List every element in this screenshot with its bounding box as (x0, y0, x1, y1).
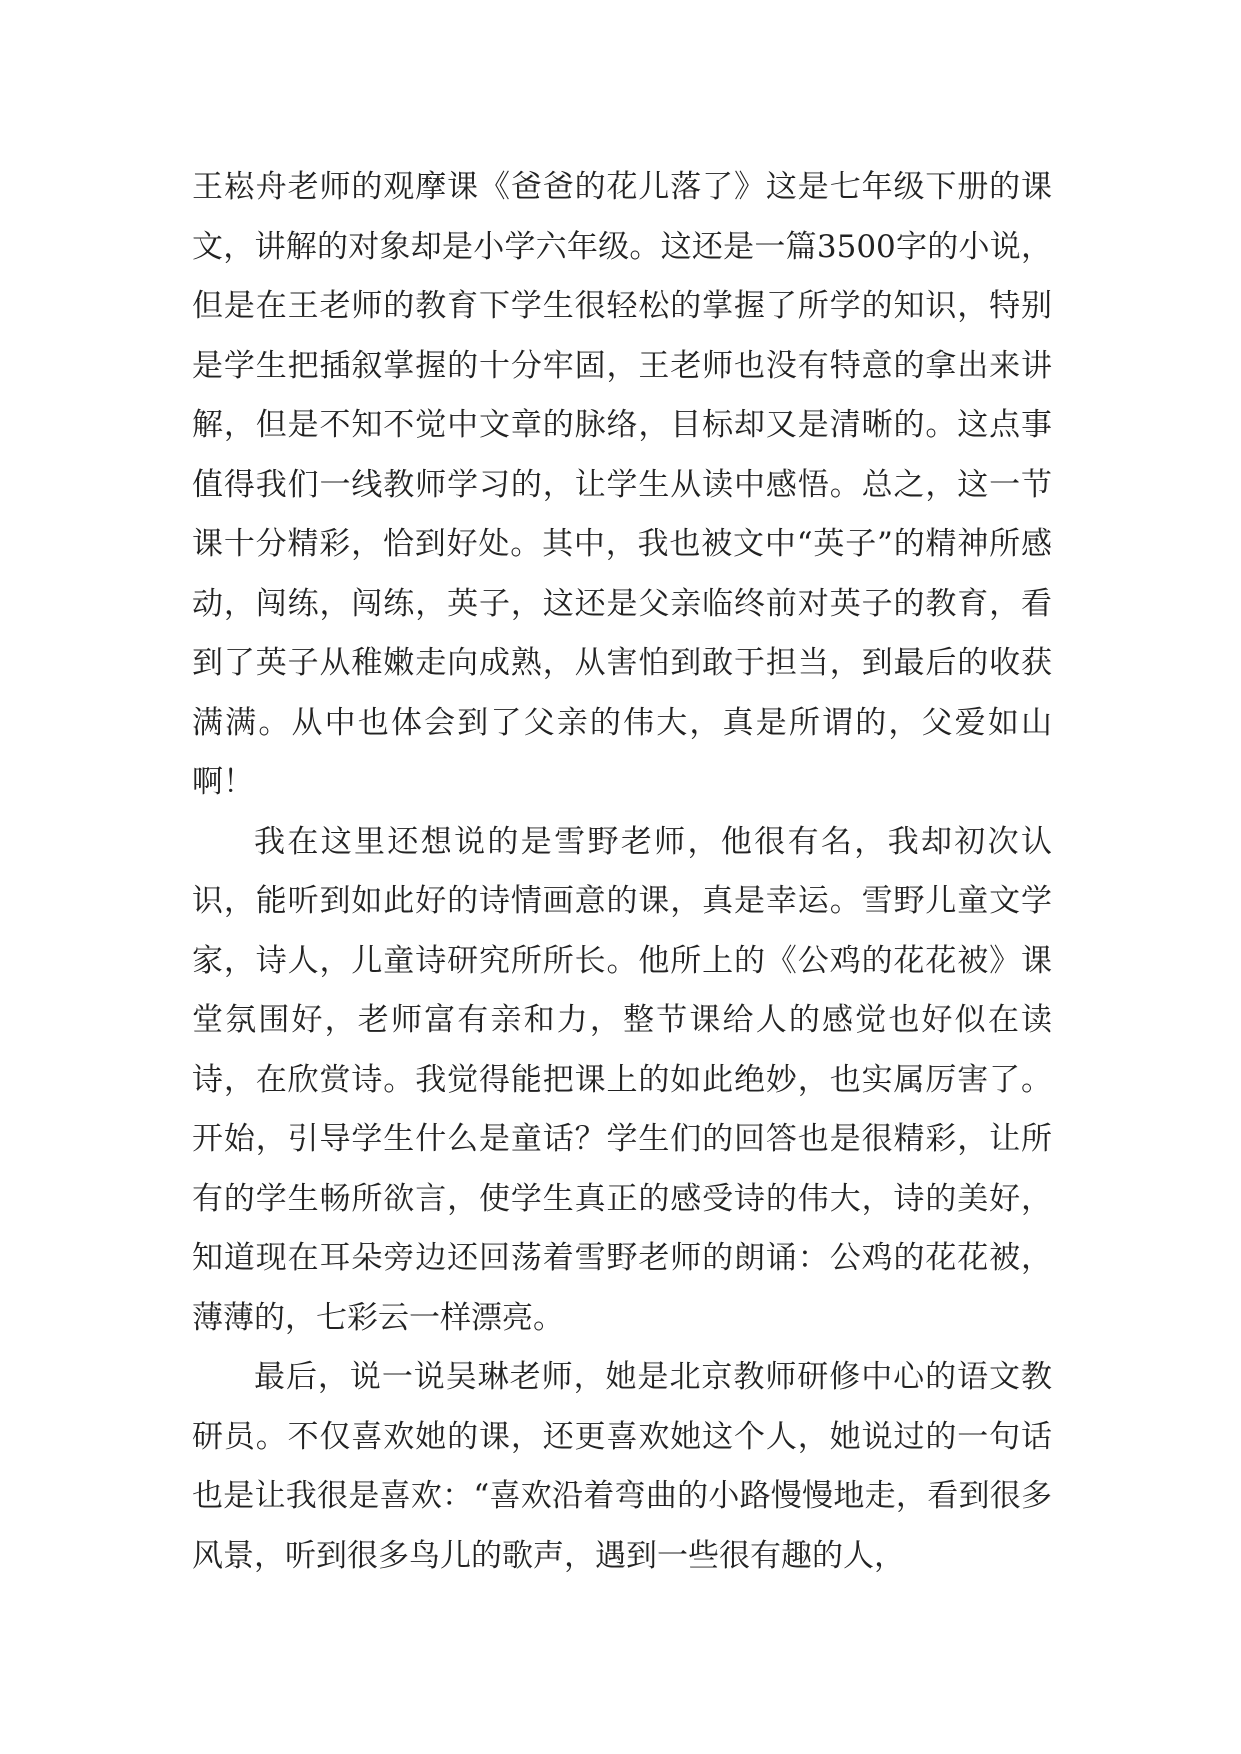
paragraph-wang-songzhou: 王崧舟老师的观摩课《爸爸的花儿落了》这是七年级下册的课文，讲解的对象却是小学六年级。这还是一篇3500字的小说，但是在王老师的教育下学生很轻松的掌握了所学的知识，特别是学生把插叙掌握的十分牢固，王老师也没有特意的拿出来讲解，但是不知不觉中文章的脉络，目标却又是清晰的。这点事值得我们一线教师学习的，让学生从读中感悟。总之，这一节课十分精彩，恰到好处。其中，我也被文中“英子”的精神所感动，闯练，闯练，英子，这还是父亲临终前对英子的教育，看到了英子从稚嫩走向成熟，从害怕到敢于担当，到最后的收获满满。从中也体会到了父亲的伟大，真是所谓的，父爱如山啊！ (192, 169, 1052, 800)
paragraph-xueye: 我在这里还想说的是雪野老师，他很有名，我却初次认识，能听到如此好的诗情画意的课，真是幸运。雪野儿童文学家，诗人，儿童诗研究所所长。他所上的《公鸡的花花被》课堂氛围好，老师富有亲和力，整节课给人的感觉也好似在读诗，在欣赏诗。我觉得能把课上的如此绝妙，也实属厉害了。开始，引导学生什么是童话？学生们的回答也是很精彩，让所有的学生畅所欲言，使学生真正的感受诗的伟大，诗的美好，知道现在耳朵旁边还回荡着雪野老师的朗诵：公鸡的花花被，薄薄的，七彩云一样漂亮。 (192, 823, 1052, 1336)
paragraph-wulin: 最后，说一说吴琳老师，她是北京教师研修中心的语文教研员。不仅喜欢她的课，还更喜欢她这个人，她说过的一句话也是让我很是喜欢：“喜欢沿着弯曲的小路慢慢地走，看到很多风景，听到很多鸟儿的歌声，遇到一些很有趣的人， (192, 1359, 1052, 1574)
document-body (192, 158, 1052, 1586)
